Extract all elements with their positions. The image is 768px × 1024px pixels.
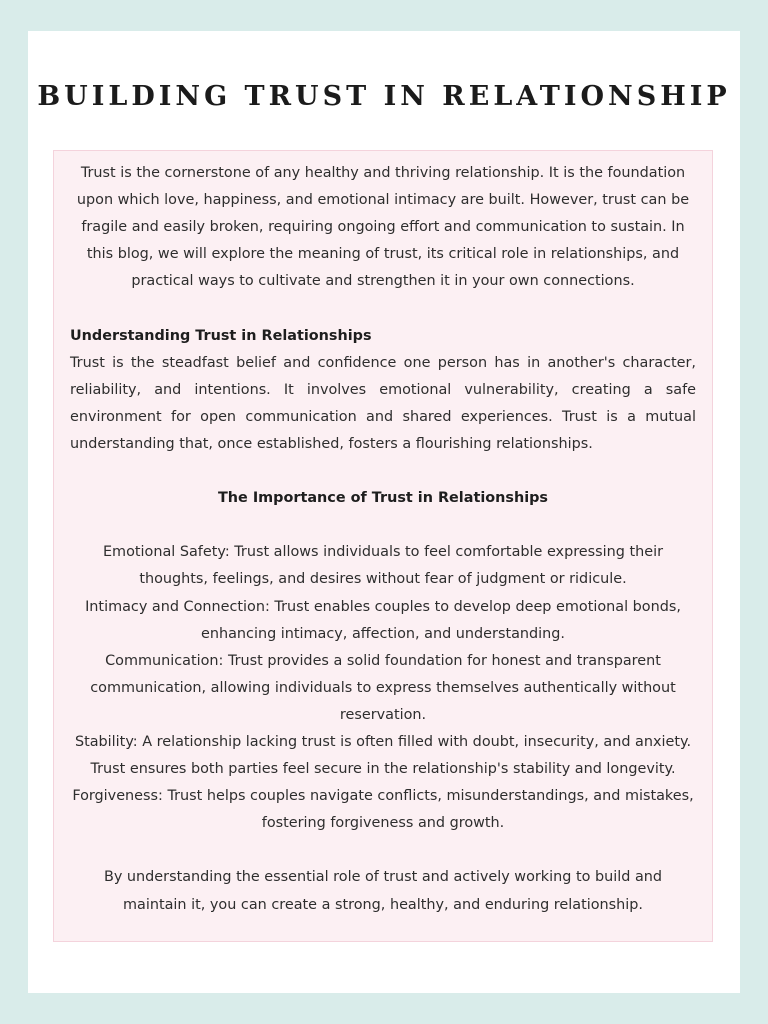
spacer	[70, 512, 696, 539]
intro-paragraph: Trust is the cornerstone of any healthy and thriving relationship. It is the foundation upon which love, happiness, and emotional intimacy are built. However, trust can be fragile and easily broken, requiring ongoing effort and communication to sustain. In this blog, we will explore the meaning of trust, its critical role in relationships, and practical ways to cultivate and strengthen it in your own connections.	[76, 165, 690, 290]
conclusion-paragraph: By understanding the essential role of trust and actively working to build and maintain it, you can create a strong, healthy, and enduring relationship.	[103, 869, 663, 913]
spacer	[70, 837, 696, 864]
list-item: Communication: Trust provides a solid foundation for honest and transparent communication, allowing individuals to express themselves authentically without reservation.	[90, 652, 676, 723]
list-item: Intimacy and Connection: Trust enables couples to develop deep emotional bonds, enhancing intimacy, affection, and understanding.	[85, 598, 681, 642]
understanding-heading: Understanding Trust in Relationships	[70, 327, 372, 344]
spacer	[70, 458, 696, 485]
list-item: Stability: A relationship lacking trust is often filled with doubt, insecurity, and anxiety. Trust ensures both parties feel secure in the relationship's stability and longevity.	[74, 733, 692, 778]
spacer	[70, 295, 696, 322]
list-item: Emotional Safety: Trust allows individuals to feel comfortable expressing their thoughts, feelings, and desires without fear of judgment or ridicule.	[102, 544, 664, 588]
importance-heading: The Importance of Trust in Relationships	[217, 490, 548, 507]
list-item: Forgiveness: Trust helps couples navigate conflicts, misunderstandings, and mistakes, fostering forgiveness and growth.	[72, 788, 694, 832]
understanding-paragraph: Trust is the steadfast belief and confidence one person has in another's character, reliability, and intentions. It involves emotional vulnerability, creating a safe environment for open communication and shared experiences. Trust is a mutual understanding that, once established, fosters a flourishing relationships.	[70, 354, 696, 452]
page-title: BUILDING TRUST IN RELATIONSHIP	[37, 81, 731, 112]
content-box	[53, 150, 713, 942]
